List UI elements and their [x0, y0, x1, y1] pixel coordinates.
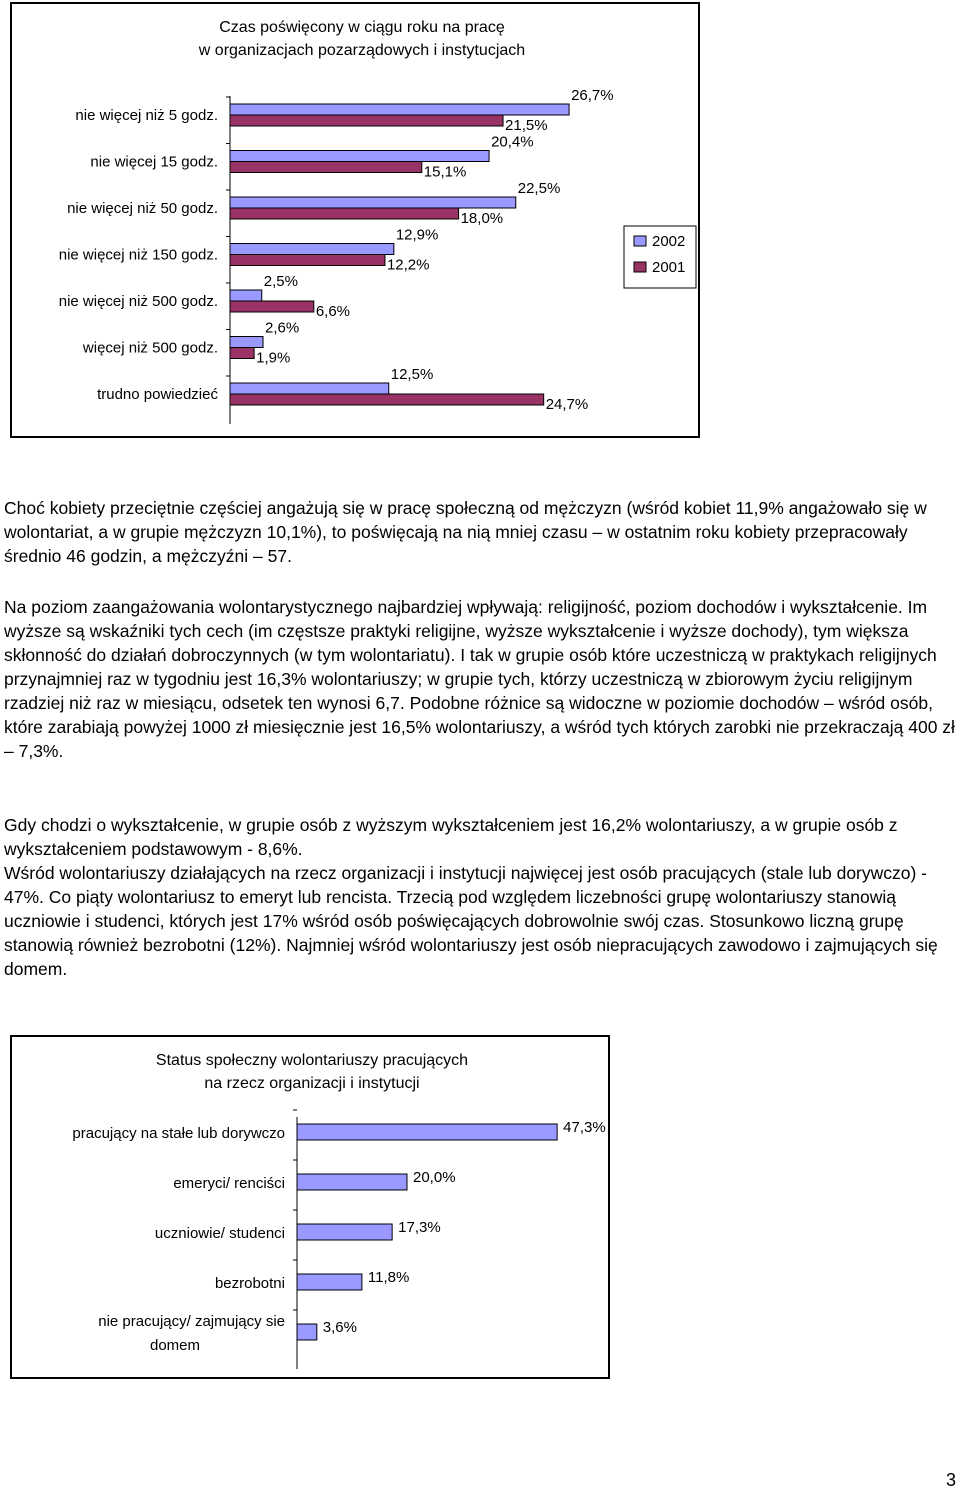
data-label: 47,3%: [563, 1119, 606, 1136]
paragraph-1: Choć kobiety przeciętnie częściej angażują się w pracę społeczną od mężczyzn (wśród kobiet 11,9% angażowało się w wolontariat, a w grupie mężczyzn 10,1%), to poświęcają na nią mniej czasu – w ostatnim roku kobiety przepracowały średnio 46 godzin, a mężczyźni – 57.: [4, 498, 927, 566]
paragraph-2: Na poziom zaangażowania wolontarystycznego najbardziej wpływają: religijność, poziom dochodów i wykształcenie. Im wyższe są wskaźniki tych cech (im częstsze praktyki religijne, wyższe wykształcenie i wyższe dochody), tym większa skłonność do działań dobroczynnych (w tym wolontariatu). I tak w grupie osób które uczestniczą w praktykach religijnych przynajmniej raz w tygodniu jest 16,3% wolontariuszy; w grupie tych, którzy uczestniczą w zbiorowym życiu religijnym rzadziej niż raz w miesiącu, odsetek ten wynosi 6,7. Podobne różnice są widoczne w poziomie dochodów – wśród osób, które zarabiają powyżej 1000 zł miesięcznie jest 16,5% wolontariuszy, a wśród tych których zarobki nie przekraczają 400 zł – 7,3%.: [4, 597, 955, 761]
bar-2001: [230, 115, 503, 126]
data-label-2001: 1,9%: [256, 349, 291, 367]
category-label: nie więcej 15 godz.: [90, 153, 218, 171]
page-number: 3: [945, 1470, 956, 1490]
category-label-cont: domem: [149, 1337, 201, 1354]
bar-2002: [230, 104, 569, 115]
data-label: 20,0%: [413, 1169, 456, 1186]
bar: [297, 1274, 362, 1290]
bar-2002: [230, 151, 489, 162]
paragraph-3: Gdy chodzi o wykształcenie, w grupie osób z wyższym wykształceniem jest 16,2% wolontariuszy, a w grupie osób z wykształceniem podstawowym - 8,6%.: [4, 815, 898, 859]
data-label: 11,8%: [367, 1269, 410, 1286]
category-label: emeryci/ renciści: [173, 1175, 285, 1192]
bar-2002: [230, 197, 516, 208]
bar-2001: [230, 255, 385, 266]
bar-2001: [230, 162, 422, 173]
chart-time-spent: [10, 2, 700, 438]
bar-2001: [230, 208, 459, 219]
data-label-2002: 22,5%: [517, 180, 561, 197]
legend-swatch-2002: [634, 236, 646, 246]
chart-time-spent-plot: [12, 4, 698, 436]
data-label: 3,6%: [322, 1319, 358, 1336]
bar: [297, 1124, 557, 1140]
data-label-2001: 6,6%: [315, 303, 351, 320]
data-label-2001: 12,2%: [386, 256, 430, 274]
bar: [297, 1324, 317, 1340]
data-label-2002: 26,7%: [571, 87, 614, 104]
paragraph-4: Wśród wolontariuszy działających na rzecz organizacji i instytucji najwięcej jest osób pracujących (stale lub dorywczo) - 47%. Co piąty wolontariusz to emeryt lub rencista. Trzecią pod względem liczebności grupę wolontariuszy stanowią uczniowie i studenci, których jest 17% wśród osób poświęcających dobrowolnie swój czas. Stosunkowo liczną grupę stanowią również bezrobotni (12%). Najmniej wśród wolontariuszy jest osób niepracujących zawodowo i zajmujących się domem.: [4, 863, 938, 979]
chart-social-status-plot: [12, 1037, 608, 1377]
data-label-2002: 20,4%: [491, 133, 534, 151]
legend-label-2002: 2002: [652, 233, 686, 250]
bar: [297, 1174, 407, 1190]
data-label-2001: 15,1%: [423, 163, 467, 181]
bar-2001: [230, 301, 314, 312]
category-label: nie pracujący/ zajmujący sie: [98, 1313, 285, 1330]
bar-2002: [230, 337, 263, 348]
chart-social-status-title-line1: Status społeczny wolontariuszy pracujących: [155, 1052, 469, 1069]
data-label-2002: 2,6%: [265, 319, 300, 337]
category-label: więcej niż 500 godz.: [82, 339, 218, 357]
category-label: nie więcej niż 150 godz.: [58, 246, 218, 264]
category-label: bezrobotni: [214, 1275, 285, 1292]
category-label: uczniowie/ studenci: [154, 1225, 285, 1242]
data-label-2002: 2,5%: [263, 273, 298, 290]
bar-2002: [230, 383, 389, 394]
data-label-2002: 12,9%: [395, 226, 439, 244]
bar: [297, 1224, 392, 1240]
data-label-2001: 24,7%: [545, 396, 589, 413]
bar-2002: [230, 244, 394, 255]
category-label: nie więcej niż 500 godz.: [58, 293, 218, 310]
bar-2001: [230, 348, 254, 359]
chart-social-status-title-line2: na rzecz organizacji i instytucji: [204, 1075, 420, 1092]
data-label-2002: 12,5%: [390, 366, 434, 383]
chart-social-status: [10, 1035, 610, 1379]
legend-label-2001: 2001: [652, 259, 686, 276]
data-label: 17,3%: [398, 1219, 441, 1236]
chart-time-spent-title-line2: w organizacjach pozarządowych i instytucjach: [198, 42, 526, 59]
chart-time-spent-title-line1: Czas poświęcony w ciągu roku na pracę: [219, 19, 505, 36]
category-label: nie więcej niż 50 godz.: [67, 200, 218, 217]
category-label: trudno powiedzieć: [97, 386, 218, 403]
bar-2002: [230, 290, 262, 301]
legend-swatch-2001: [634, 262, 646, 272]
category-label: pracujący na stałe lub dorywczo: [72, 1125, 285, 1142]
data-label-2001: 21,5%: [505, 117, 548, 134]
category-label: nie więcej niż 5 godz.: [75, 107, 218, 124]
data-label-2001: 18,0%: [460, 210, 504, 227]
bar-2001: [230, 394, 544, 405]
